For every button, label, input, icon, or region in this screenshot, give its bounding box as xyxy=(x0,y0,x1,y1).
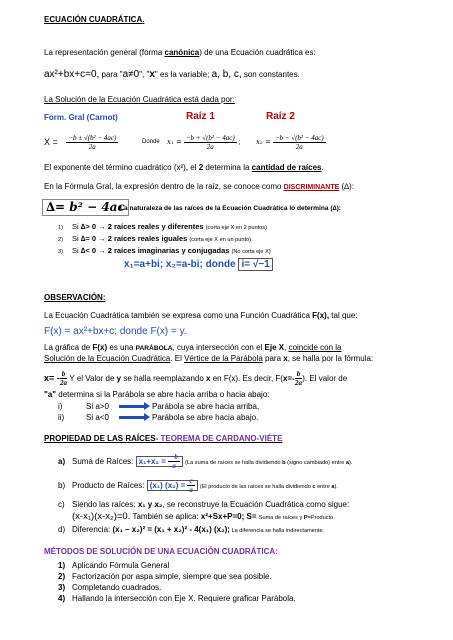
quadratic-function: F(x) = ax²+bx+c; donde F(x) = y. xyxy=(44,326,187,337)
sum-note-a: (La suma de raíces se halla dividiendo xyxy=(185,460,283,466)
method-text: Completando cuadrados. xyxy=(72,583,162,592)
opening-row xyxy=(58,413,258,423)
vertex-formula-line xyxy=(44,367,347,390)
vertex-y: y xyxy=(116,374,122,383)
constants: a, b, c, xyxy=(211,69,242,80)
title-text: ECUACIÓN CUADRÁTICA xyxy=(44,15,143,24)
sum-den: a xyxy=(172,462,176,471)
method-text: Factorización por aspa simple, siempre que sea posible. xyxy=(72,572,272,581)
vertex-x: x xyxy=(283,354,288,363)
also-applies-text: También se aplica: xyxy=(130,512,201,521)
case-row xyxy=(58,222,267,233)
difference-formula: (x₁ – x₂)² = (x₁ + x₂)² - 4(x₁) (x₂); xyxy=(112,525,230,534)
sum-note xyxy=(185,460,352,466)
right-arrow-icon: → xyxy=(98,246,106,255)
general-formula-num: −b ± √(b² − 4ac) xyxy=(68,134,117,143)
reconstruct-formula-line xyxy=(72,512,335,523)
root1-den: 2a xyxy=(206,142,214,151)
vertex-x-eq2: x=- xyxy=(282,374,295,383)
property-num: d) xyxy=(58,525,66,534)
root2-den: 2a xyxy=(295,142,303,151)
general-formula xyxy=(66,134,118,151)
vertex-num: b xyxy=(61,370,66,379)
parabola-text-a: La gráfica de xyxy=(44,343,93,352)
case-text: 2 raíces imaginarias y conjugadas xyxy=(107,246,230,255)
property-num: b) xyxy=(58,481,66,490)
case-num: 1) xyxy=(58,225,63,231)
observation-title: OBSERVACIÓN: xyxy=(44,293,106,302)
product-note-e: ). xyxy=(334,484,338,490)
right-arrow-icon xyxy=(119,416,145,419)
observation-text: La Ecuación Cuadrática también se expresa como una Función Cuadrática xyxy=(44,311,313,320)
properties-title-a: PROPIEDAD DE LAS RAÍCES xyxy=(44,434,156,443)
imaginary-roots xyxy=(124,258,273,271)
p-meaning: =Producto. xyxy=(307,515,335,521)
general-form-line xyxy=(44,68,300,81)
product-note-b: c xyxy=(312,484,316,490)
vertex-x-equals: x= - xyxy=(44,373,60,383)
vertex-x-ref: x xyxy=(206,374,211,383)
method-item xyxy=(58,572,272,582)
vertex-text-f: , se halla por la fórmula: xyxy=(287,354,374,363)
a-direction-text: determina si la Parábola se abre hacia arriba o hacia abajo: xyxy=(56,390,270,399)
x2-equals: x₂ = xyxy=(256,138,271,146)
sum-fraction xyxy=(168,453,180,470)
right-arrow-icon xyxy=(119,405,145,408)
donde-label: Donde xyxy=(142,139,160,145)
root1-num: −b + √(b² − 4ac) xyxy=(185,133,235,142)
quadratic-formula-row xyxy=(44,128,118,156)
exponent-text-c: determina la xyxy=(203,163,252,172)
product-note xyxy=(200,484,338,490)
discriminant-intro-text: En la Fórmula Gral, la expresión dentro de la raíz, se conoce como xyxy=(44,182,284,191)
case-row xyxy=(58,246,271,257)
product-den: a xyxy=(189,486,193,495)
carnot-label: Form. Gral (Carnot) xyxy=(44,113,118,122)
case-text: 2 raíces reales y diferentes xyxy=(107,222,204,231)
cantidad-raices: cantidad de raíces xyxy=(251,163,322,172)
observation-line xyxy=(44,311,358,321)
coincide-text: coincide con la xyxy=(288,343,342,352)
constants-text: son constantes. xyxy=(241,70,300,79)
properties-title-dash: - xyxy=(155,434,161,443)
variable-text: " es la variable; xyxy=(154,70,212,79)
imaginary-roots-text: x₁=a+bi; x₂=a-bi; donde xyxy=(124,259,239,270)
difference-note: La diferencia se halla indirectamente. xyxy=(229,528,325,534)
product-expr: (x₁) (x₂) = xyxy=(149,481,188,490)
cardano-theorem: TEOREMA DE CARDANO-VIÉTE xyxy=(160,434,283,443)
case-text: 2 raíces reales iguales xyxy=(107,234,188,243)
properties-title xyxy=(44,434,282,444)
case-note: (corta eje X en un punto) xyxy=(189,237,251,243)
method-text: Aplicando Fórmula General xyxy=(72,561,170,570)
discriminante-term: DISCRIMINANTE xyxy=(283,184,340,191)
case-condition: ∆< 0 xyxy=(80,246,96,255)
roots-x1-x2: x₁ y x₂ xyxy=(137,500,163,509)
fx-term: F(x), xyxy=(312,311,330,320)
case-num: 3) xyxy=(58,249,63,255)
vertex-den-2: 2a xyxy=(295,379,303,388)
opening-row xyxy=(58,402,259,412)
imaginary-unit: i= √−1 xyxy=(238,258,272,271)
property-num: c) xyxy=(58,500,65,509)
right-arrow-icon: → xyxy=(98,222,106,231)
product-note-a: (El producto de las raíces se halla dividiendo xyxy=(199,484,313,490)
case-num: 2) xyxy=(58,237,63,243)
parabola-fx: F(x) xyxy=(92,343,108,352)
canonica-term: canónica xyxy=(164,48,200,57)
case-note: (corta eje X en 2 puntos) xyxy=(205,225,267,231)
property-label: Suma de Raíces: xyxy=(72,457,136,466)
s-label: S= xyxy=(244,512,259,521)
product-note-c: entre xyxy=(315,484,332,490)
observation-text-end: tal que: xyxy=(329,311,358,320)
x1-equals: x₁ = xyxy=(167,138,182,146)
property-label: Producto de Raíces: xyxy=(72,481,147,490)
case-si: Si xyxy=(72,246,79,255)
general-equation: ax²+bx+c=0, xyxy=(44,69,100,80)
exponent-two: 2 xyxy=(198,163,204,172)
sum-num: −b xyxy=(170,453,178,462)
a-direction-line xyxy=(44,390,270,400)
intro-text-c: ) de una Ecuación cuadrática es: xyxy=(199,48,316,57)
exponent-text-a: El exponente del término cuadrático (x²), el xyxy=(44,163,199,172)
property-difference xyxy=(58,525,324,536)
vertex-text-f: en F(x). Es decir, F( xyxy=(210,374,283,383)
vertex-den: 2a xyxy=(60,379,68,388)
root2-formula-row xyxy=(256,128,326,157)
parabola-line xyxy=(44,343,342,354)
property-sum xyxy=(58,452,352,473)
sum-expr: x₁+x₂ = xyxy=(138,457,169,466)
s-meaning: Suma de raíces y xyxy=(258,515,304,521)
sum-note-c: (signo cambiado) entre xyxy=(285,460,346,466)
root1-formula-row xyxy=(167,128,241,157)
intro-text-a: La representación general (forma xyxy=(44,48,165,57)
product-note-d: a xyxy=(331,484,335,490)
property-reconstruct xyxy=(58,500,349,510)
general-formula-den: 2a xyxy=(88,143,96,152)
discriminant-formula: ∆= b² − 4ac xyxy=(42,199,129,216)
opening-condition: Si a<0 xyxy=(86,413,109,422)
root1-formula xyxy=(184,134,237,151)
solution-heading: La Solución de la Ecuación Cuadrática está dada por: xyxy=(44,95,235,104)
property-num: a) xyxy=(58,457,66,466)
vertex-text-d: para xyxy=(262,354,284,363)
product-fraction xyxy=(187,477,194,494)
vertex-term: Vértice de la Parábola xyxy=(184,354,263,363)
a-condition: a≠0 xyxy=(122,69,140,80)
root2-formula xyxy=(273,134,326,151)
methods-title: MÉTODOS DE SOLUCIÓN DE UNA ECUACIÓN CUADRÁTICA: xyxy=(44,547,278,556)
opening-num: ii) xyxy=(58,413,65,422)
para-text: para " xyxy=(99,70,123,79)
right-arrow-icon: → xyxy=(98,234,106,243)
method-num: 3) xyxy=(58,583,66,592)
vertex-text-b: Y el Valor de xyxy=(67,374,117,383)
property-product xyxy=(58,476,338,497)
opening-num: i) xyxy=(58,402,63,411)
parabola-text-g: , xyxy=(284,343,289,352)
sum-note-e: ). xyxy=(349,460,353,466)
method-num: 2) xyxy=(58,572,66,581)
factored-form: (x-x₁)(x-x₂)=0. xyxy=(72,511,131,522)
page-title xyxy=(44,15,144,25)
exponent-line xyxy=(44,163,324,173)
solution-link-text: Solución de la Ecuación Cuadrática xyxy=(44,354,171,363)
root2-num: −b − √(b² − 4ac) xyxy=(274,133,324,142)
x-equals: X = xyxy=(44,137,58,147)
vertex-num-2: b xyxy=(296,370,301,379)
method-item xyxy=(58,594,296,604)
opening-condition: Si a>0 xyxy=(86,402,109,411)
vertex-text-b: . El xyxy=(170,354,185,363)
parabola-text-c: es una xyxy=(107,343,136,352)
raiz2-label: Raíz 2 xyxy=(266,111,295,122)
case-row xyxy=(58,234,251,245)
semicolon: ; xyxy=(238,139,241,146)
method-item xyxy=(58,561,169,571)
case-condition: ∆= 0 xyxy=(80,234,96,243)
product-formula xyxy=(147,477,198,495)
parabola-term: PARÁBOLA xyxy=(135,345,173,352)
discriminant-note: La naturaleza de las raíces de la Ecuación Cuadrática lo determina (∆): xyxy=(120,205,341,212)
eje-x-term: Eje X xyxy=(264,343,285,352)
method-num: 4) xyxy=(58,594,66,603)
vertex-text-h: ). El valor de xyxy=(302,374,348,383)
method-text: Hallando la intersección con Eje X. Requiere graficar Parábola. xyxy=(72,594,296,603)
quote-text: ", " xyxy=(139,70,150,79)
sum-note-d: a xyxy=(345,460,350,466)
variable-x: x xyxy=(149,69,155,80)
sp-form: x²+Sx+P=0; xyxy=(200,512,245,521)
discriminant-symbol: (∆): xyxy=(339,182,354,191)
sum-note-b: b xyxy=(282,460,286,466)
product-num: c xyxy=(189,477,193,486)
exponent-text-e: . xyxy=(321,163,324,172)
parabola-text-e: , cuya intersección con el xyxy=(172,343,265,352)
intro-line xyxy=(44,48,316,58)
case-note: (No corta eje X) xyxy=(231,249,271,255)
case-condition: ∆> 0 xyxy=(80,222,96,231)
method-num: 1) xyxy=(58,561,66,570)
p-label: P xyxy=(303,515,308,521)
case-si: Si xyxy=(72,234,79,243)
title-dot: . xyxy=(142,15,145,24)
raiz1-label: Raíz 1 xyxy=(186,111,215,122)
discriminant-intro xyxy=(44,182,354,193)
case-si: Si xyxy=(72,222,79,231)
reconstruct-text-c: , se reconstruye la Ecuación Cuadrática como sigue: xyxy=(162,500,350,509)
vertex-line xyxy=(44,354,373,364)
vertex-text-d: se halla reemplazando xyxy=(121,374,207,383)
reconstruct-text-a: Siendo las raíces: xyxy=(72,500,138,509)
sum-formula xyxy=(136,453,183,471)
opening-text: Parábola se abre hacia arriba, xyxy=(152,402,260,411)
method-item xyxy=(58,583,161,593)
a-term: "a" xyxy=(44,390,57,399)
difference-label: Diferencia: xyxy=(72,525,113,534)
opening-text: Parábola se abre hacia abajo. xyxy=(152,413,259,422)
